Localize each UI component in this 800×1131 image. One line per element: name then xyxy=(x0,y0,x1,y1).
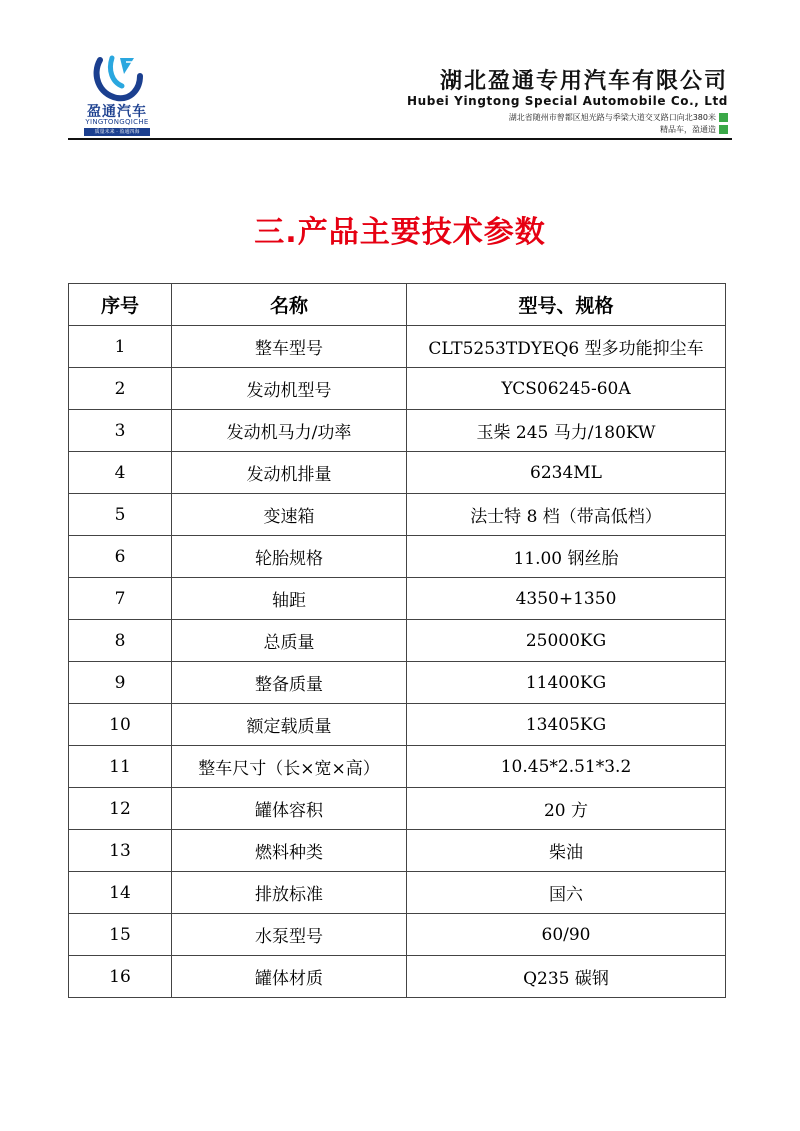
row-index: 10 xyxy=(69,704,172,746)
row-index: 1 xyxy=(69,326,172,368)
row-spec: 国六 xyxy=(407,872,726,914)
row-name: 整车型号 xyxy=(172,326,407,368)
row-name: 水泵型号 xyxy=(172,914,407,956)
company-address xyxy=(509,112,728,123)
row-index: 11 xyxy=(69,746,172,788)
spec-table xyxy=(68,283,726,998)
row-index: 4 xyxy=(69,452,172,494)
row-index: 13 xyxy=(69,830,172,872)
table-row xyxy=(69,956,726,998)
logo-slogan: 质量未来 · 盈通四海 xyxy=(84,128,150,136)
row-name: 轮胎规格 xyxy=(172,536,407,578)
row-index: 8 xyxy=(69,620,172,662)
row-index: 9 xyxy=(69,662,172,704)
row-index: 14 xyxy=(69,872,172,914)
row-name: 总质量 xyxy=(172,620,407,662)
row-name: 整备质量 xyxy=(172,662,407,704)
row-spec: 10.45*2.51*3.2 xyxy=(407,746,726,788)
page-title: 三.产品主要技术参数 xyxy=(254,215,546,250)
header-spec: 型号、规格 xyxy=(407,284,726,326)
row-spec: 25000KG xyxy=(407,620,726,662)
logo-cn-text: 盈通汽车 xyxy=(87,104,147,120)
table-row xyxy=(69,578,726,620)
company-logo xyxy=(74,54,160,134)
row-name: 发动机型号 xyxy=(172,368,407,410)
table-row xyxy=(69,368,726,410)
row-spec: 11.00 钢丝胎 xyxy=(407,536,726,578)
row-spec: CLT5253TDYEQ6 型多功能抑尘车 xyxy=(407,326,726,368)
row-spec: 6234ML xyxy=(407,452,726,494)
row-index: 7 xyxy=(69,578,172,620)
row-name: 罐体材质 xyxy=(172,956,407,998)
row-spec: 4350+1350 xyxy=(407,578,726,620)
table-row xyxy=(69,872,726,914)
table-row xyxy=(69,452,726,494)
row-spec: 柴油 xyxy=(407,830,726,872)
table-row xyxy=(69,662,726,704)
header-divider xyxy=(68,138,732,140)
row-name: 轴距 xyxy=(172,578,407,620)
row-spec: YCS06245-60A xyxy=(407,368,726,410)
row-index: 2 xyxy=(69,368,172,410)
row-spec: 11400KG xyxy=(407,662,726,704)
logo-emblem-icon xyxy=(90,54,144,102)
table-row xyxy=(69,914,726,956)
header-name: 名称 xyxy=(172,284,407,326)
row-index: 16 xyxy=(69,956,172,998)
logo-en-text: YINGTONGQICHE xyxy=(85,118,149,126)
company-name-en: Hubei Yingtong Special Automobile Co., Ltd xyxy=(406,94,728,108)
header-index: 序号 xyxy=(69,284,172,326)
table-row xyxy=(69,704,726,746)
row-index: 15 xyxy=(69,914,172,956)
row-spec: Q235 碳钢 xyxy=(407,956,726,998)
row-index: 12 xyxy=(69,788,172,830)
company-name-cn: 湖北盈通专用汽车有限公司 xyxy=(439,69,728,94)
row-name: 发动机排量 xyxy=(172,452,407,494)
green-square-icon xyxy=(719,125,728,134)
row-index: 6 xyxy=(69,536,172,578)
row-spec: 法士特 8 档（带高低档） xyxy=(407,494,726,536)
table-row xyxy=(69,746,726,788)
row-name: 整车尺寸（长×宽×高） xyxy=(172,746,407,788)
row-spec: 玉柴 245 马力/180KW xyxy=(407,410,726,452)
tagline-text: 精品车，盈通造 xyxy=(660,125,716,134)
row-name: 变速箱 xyxy=(172,494,407,536)
row-index: 3 xyxy=(69,410,172,452)
letterhead xyxy=(68,52,732,140)
row-name: 罐体容积 xyxy=(172,788,407,830)
table-row xyxy=(69,410,726,452)
row-index: 5 xyxy=(69,494,172,536)
address-text: 湖北省随州市曾都区旭光路与季梁大道交叉路口向北380米 xyxy=(508,113,716,122)
table-row xyxy=(69,788,726,830)
row-name: 排放标准 xyxy=(172,872,407,914)
green-square-icon xyxy=(719,113,728,122)
table-row xyxy=(69,620,726,662)
row-name: 额定载质量 xyxy=(172,704,407,746)
table-row xyxy=(69,830,726,872)
row-spec: 13405KG xyxy=(407,704,726,746)
company-tagline xyxy=(660,124,728,135)
row-spec: 20 方 xyxy=(407,788,726,830)
table-header-row xyxy=(69,284,726,326)
table-row xyxy=(69,536,726,578)
table-row xyxy=(69,494,726,536)
table-row xyxy=(69,326,726,368)
row-name: 发动机马力/功率 xyxy=(172,410,407,452)
row-spec: 60/90 xyxy=(407,914,726,956)
row-name: 燃料种类 xyxy=(172,830,407,872)
